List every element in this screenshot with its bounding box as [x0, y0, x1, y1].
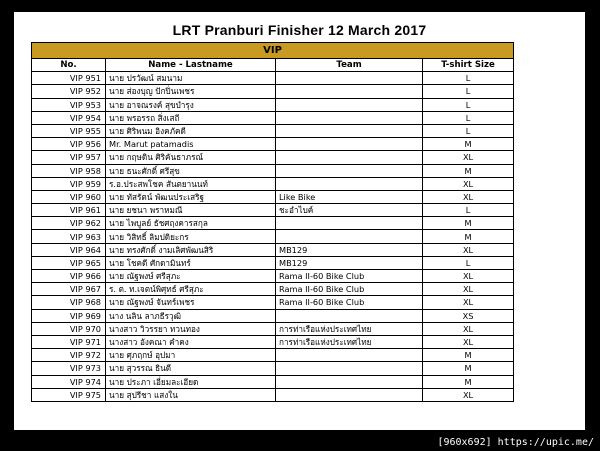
category-banner — [32, 43, 514, 59]
cell-no: VIP 952 — [32, 85, 106, 98]
cell-size: M — [423, 164, 514, 177]
cell-team: MB129 — [276, 243, 423, 256]
cell-size: XL — [423, 296, 514, 309]
cell-no: VIP 951 — [32, 72, 106, 85]
cell-no: VIP 964 — [32, 243, 106, 256]
cell-no: VIP 972 — [32, 349, 106, 362]
cell-name: ร.อ.ประสพโชค สันตยานนท์ — [106, 177, 276, 190]
table-row — [32, 388, 514, 401]
cell-team: MB129 — [276, 256, 423, 269]
cell-team — [276, 177, 423, 190]
cell-name: นาย โชคดี ศักดามินทร์ — [106, 256, 276, 269]
table-row — [32, 243, 514, 256]
cell-team — [276, 217, 423, 230]
document-page — [14, 12, 585, 430]
table-row — [32, 190, 514, 203]
cell-name: นาย ไพบูลย์ ธัชศฤงคารสกุล — [106, 217, 276, 230]
page-title: LRT Pranburi Finisher 12 March 2017 — [172, 22, 427, 38]
cell-size: XL — [423, 322, 514, 335]
cell-no: VIP 963 — [32, 230, 106, 243]
cell-team — [276, 309, 423, 322]
cell-size: L — [423, 72, 514, 85]
cell-no: VIP 965 — [32, 256, 106, 269]
cell-team — [276, 85, 423, 98]
cell-no: VIP 962 — [32, 217, 106, 230]
cell-no: VIP 969 — [32, 309, 106, 322]
table-row — [32, 335, 514, 348]
cell-team: Rama II-60 Bike Club — [276, 296, 423, 309]
table-row — [32, 151, 514, 164]
cell-no: VIP 968 — [32, 296, 106, 309]
cell-no: VIP 960 — [32, 190, 106, 203]
table-row — [32, 322, 514, 335]
cell-size: L — [423, 98, 514, 111]
cell-no: VIP 956 — [32, 138, 106, 151]
table-row — [32, 309, 514, 322]
cell-team: ชะอำไบค์ — [276, 204, 423, 217]
table-row — [32, 177, 514, 190]
cell-team — [276, 230, 423, 243]
cell-team — [276, 138, 423, 151]
cell-name: นาย สุวรรณ ธินดี — [106, 362, 276, 375]
table-row — [32, 85, 514, 98]
cell-size: L — [423, 124, 514, 137]
table-row — [32, 164, 514, 177]
cell-name: นาย ทรงศักดิ์ งามเลิศพัฒนสิริ — [106, 243, 276, 256]
cell-size: L — [423, 111, 514, 124]
cell-size: XL — [423, 243, 514, 256]
cell-no: VIP 975 — [32, 388, 106, 401]
cell-size: M — [423, 362, 514, 375]
cell-no: VIP 966 — [32, 270, 106, 283]
cell-size: XL — [423, 270, 514, 283]
table-row — [32, 296, 514, 309]
cell-no: VIP 961 — [32, 204, 106, 217]
image-source-caption: [960x692] https://upic.me/ — [437, 437, 594, 448]
cell-name: นาย ณัฐพงษ์ ศรีสุภะ — [106, 270, 276, 283]
table-row — [32, 98, 514, 111]
cell-name: นาย สุปรีชา แสงใน — [106, 388, 276, 401]
header-team: Team — [276, 59, 423, 72]
cell-team — [276, 362, 423, 375]
cell-name: นาย อาจณรงค์ สุขบำรุง — [106, 98, 276, 111]
cell-name: นาย พรอรรถ สิ่งเสถี — [106, 111, 276, 124]
table-row — [32, 349, 514, 362]
cell-size: XL — [423, 283, 514, 296]
cell-size: XS — [423, 309, 514, 322]
cell-name: นาง นลิน ลาภธีรวุฒิ — [106, 309, 276, 322]
cell-size: L — [423, 256, 514, 269]
table-row — [32, 230, 514, 243]
cell-size: L — [423, 85, 514, 98]
cell-name: นาย ศิริพนม อิงคภัคดี — [106, 124, 276, 137]
cell-size: XL — [423, 335, 514, 348]
cell-name: ร. ต. ท.เจตน์พิศุทธ์ ศรีสุภะ — [106, 283, 276, 296]
table-row — [32, 204, 514, 217]
cell-name: นาย ยชนา พราหมณี — [106, 204, 276, 217]
cell-team — [276, 124, 423, 137]
cell-size: M — [423, 217, 514, 230]
cell-name: นาย วิสิทธิ์ ลิมปดิยะกร — [106, 230, 276, 243]
cell-size: XL — [423, 177, 514, 190]
cell-name: นาย กฤษดิน ศิริคันธาภรณ์ — [106, 151, 276, 164]
header-name: Name - Lastname — [106, 59, 276, 72]
cell-name: นาย ทัสรัตน์ พัฒนประเสริฐ — [106, 190, 276, 203]
cell-team: Like Bike — [276, 190, 423, 203]
cell-team — [276, 98, 423, 111]
table-row — [32, 270, 514, 283]
cell-team: Rama II-60 Bike Club — [276, 283, 423, 296]
cell-size: M — [423, 138, 514, 151]
table-row — [32, 111, 514, 124]
cell-team — [276, 111, 423, 124]
cell-name: Mr. Marut patamadis — [106, 138, 276, 151]
table-row — [32, 283, 514, 296]
header-no: No. — [32, 59, 106, 72]
cell-team — [276, 349, 423, 362]
table-row — [32, 375, 514, 388]
cell-no: VIP 967 — [32, 283, 106, 296]
cell-name: นาย ศุภฤกษ์ อุปมา — [106, 349, 276, 362]
table-row — [32, 124, 514, 137]
cell-team: การท่าเรือแห่งประเทศไทย — [276, 335, 423, 348]
cell-size: XL — [423, 388, 514, 401]
cell-name: นาย ณัฐพงษ์ จันทร์เพชร — [106, 296, 276, 309]
cell-size: XL — [423, 151, 514, 164]
header-size: T-shirt Size — [423, 59, 514, 72]
cell-no: VIP 954 — [32, 111, 106, 124]
cell-team: Rama II-60 Bike Club — [276, 270, 423, 283]
cell-size: M — [423, 375, 514, 388]
cell-name: นางสาว อังคณา คำคง — [106, 335, 276, 348]
table-row — [32, 362, 514, 375]
category-label: VIP — [32, 43, 514, 59]
cell-no: VIP 958 — [32, 164, 106, 177]
cell-team — [276, 151, 423, 164]
cell-no: VIP 957 — [32, 151, 106, 164]
cell-size: M — [423, 349, 514, 362]
cell-size: XL — [423, 190, 514, 203]
finisher-table — [31, 42, 514, 402]
cell-team — [276, 72, 423, 85]
cell-name: นาย ปรวัฒน์ สมนาม — [106, 72, 276, 85]
table-row — [32, 72, 514, 85]
cell-name: นาย ส่องบุญ ปักปิ่นเพชร — [106, 85, 276, 98]
cell-size: L — [423, 204, 514, 217]
cell-team — [276, 388, 423, 401]
cell-team — [276, 164, 423, 177]
cell-no: VIP 974 — [32, 375, 106, 388]
cell-name: นาย ธนะศักดิ์ ศรีสุข — [106, 164, 276, 177]
cell-team — [276, 375, 423, 388]
cell-no: VIP 973 — [32, 362, 106, 375]
cell-no: VIP 953 — [32, 98, 106, 111]
cell-team: การท่าเรือแห่งประเทศไทย — [276, 322, 423, 335]
table-row — [32, 217, 514, 230]
cell-no: VIP 959 — [32, 177, 106, 190]
cell-name: นาย ประภา เอี่ยมละเอียด — [106, 375, 276, 388]
table-row — [32, 138, 514, 151]
cell-no: VIP 970 — [32, 322, 106, 335]
cell-name: นางสาว วิวรรยา ทวนทอง — [106, 322, 276, 335]
cell-no: VIP 971 — [32, 335, 106, 348]
cell-size: M — [423, 230, 514, 243]
header-row — [32, 59, 514, 72]
table-row — [32, 256, 514, 269]
cell-no: VIP 955 — [32, 124, 106, 137]
